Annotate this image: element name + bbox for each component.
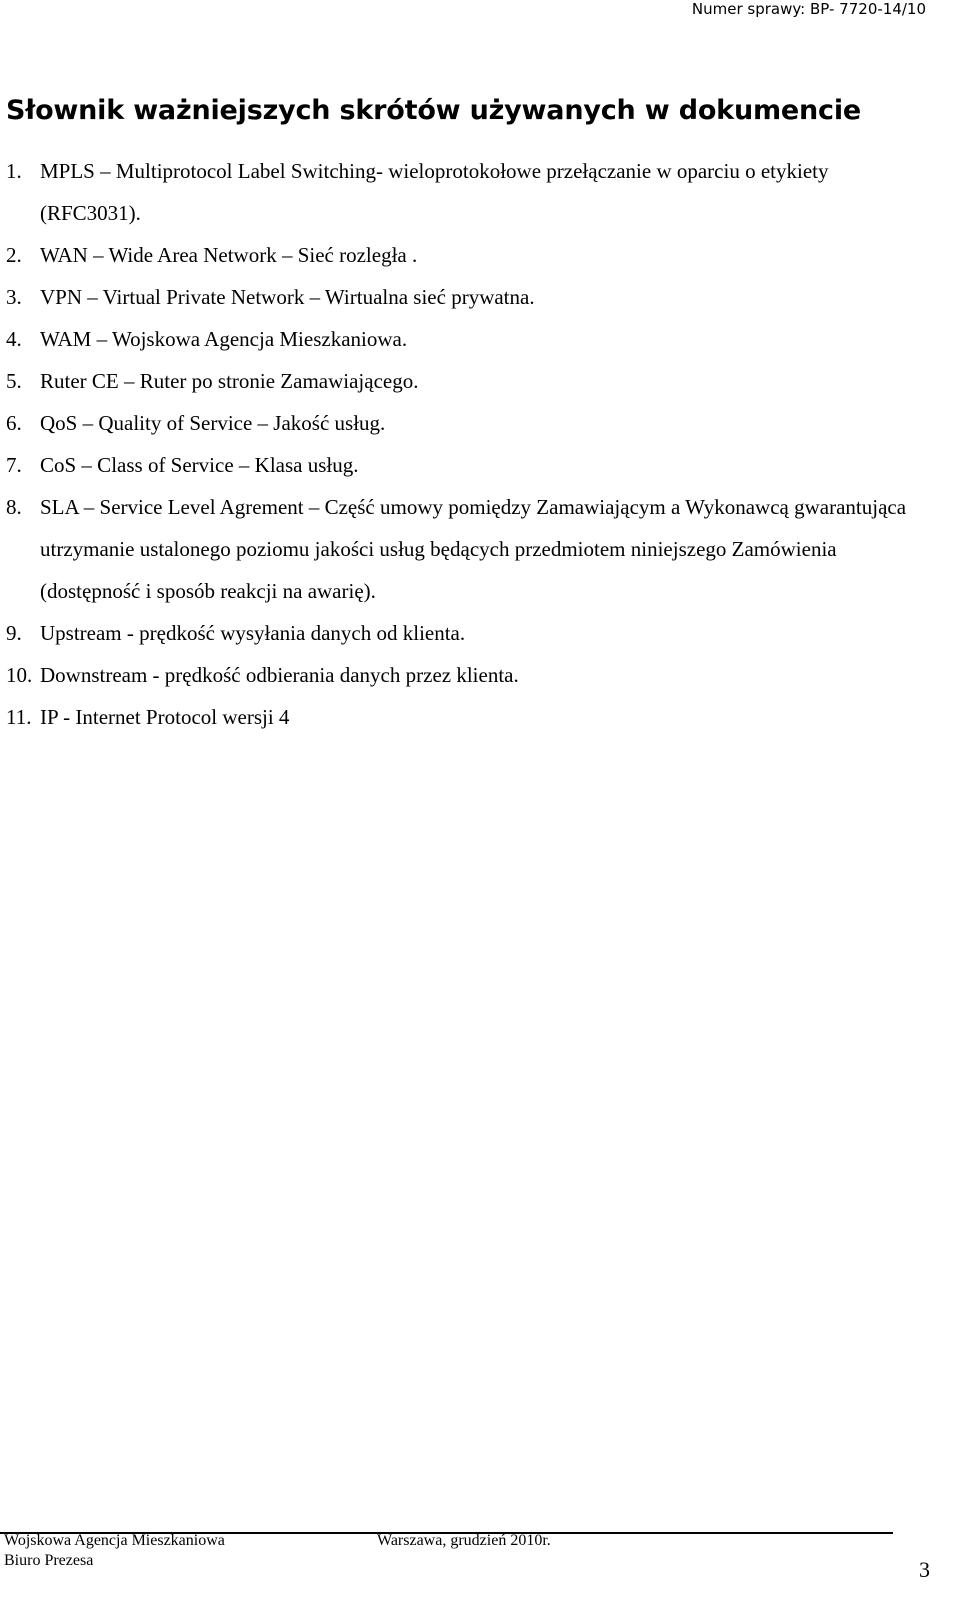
item-text: Ruter CE – Ruter po stronie Zamawiającego. bbox=[40, 369, 419, 393]
item-text: VPN – Virtual Private Network – Wirtualna sieć prywatna. bbox=[40, 285, 535, 309]
item-text: Upstream - prędkość wysyłania danych od klienta. bbox=[40, 621, 466, 645]
item-number: 2. bbox=[6, 243, 22, 267]
item-number: 10. bbox=[6, 663, 33, 687]
list-item bbox=[0, 360, 930, 402]
list-item bbox=[0, 234, 930, 276]
list-item bbox=[0, 318, 930, 360]
item-number: 11. bbox=[6, 705, 32, 729]
list-item bbox=[0, 276, 930, 318]
abbreviation-list bbox=[0, 150, 930, 738]
footer-org-unit: Biuro Prezesa bbox=[4, 1552, 94, 1569]
item-number: 8. bbox=[6, 495, 22, 519]
list-item bbox=[0, 150, 930, 234]
list-item bbox=[0, 402, 930, 444]
item-number: 9. bbox=[6, 621, 22, 645]
item-text: CoS – Class of Service – Klasa usług. bbox=[40, 453, 359, 477]
item-text: Downstream - prędkość odbierania danych przez klienta. bbox=[40, 663, 519, 687]
item-text: MPLS – Multiprotocol Label Switching- wieloprotokołowe przełączanie w oparciu o etykiety (RFC3031). bbox=[40, 159, 829, 225]
list-item bbox=[0, 696, 930, 738]
item-number: 6. bbox=[6, 411, 22, 435]
item-text: IP - Internet Protocol wersji 4 bbox=[40, 705, 290, 729]
item-text: QoS – Quality of Service – Jakość usług. bbox=[40, 411, 386, 435]
item-text: WAN – Wide Area Network – Sieć rozległa . bbox=[40, 243, 418, 267]
list-item bbox=[0, 486, 930, 612]
item-text: SLA – Service Level Agrement – Część umowy pomiędzy Zamawiającym a Wykonawcą gwarantująca utrzymanie ustalonego poziomu jakości usług będących przedmiotem niniejszego Zamówienia (dostępność i sposób reakcji na awarię). bbox=[40, 495, 907, 603]
item-number: 4. bbox=[6, 327, 22, 351]
item-number: 5. bbox=[6, 369, 22, 393]
footer-organization bbox=[4, 1531, 225, 1571]
footer-org-name: Wojskowa Agencja Mieszkaniowa bbox=[4, 1532, 225, 1549]
footer-place-date: Warszawa, grudzień 2010r. bbox=[377, 1532, 551, 1549]
item-number: 3. bbox=[6, 285, 22, 309]
page-number: 3 bbox=[919, 1557, 930, 1582]
case-number: Numer sprawy: BP- 7720-14/10 bbox=[691, 0, 926, 18]
list-item bbox=[0, 612, 930, 654]
list-item bbox=[0, 444, 930, 486]
item-text: WAM – Wojskowa Agencja Mieszkaniowa. bbox=[40, 327, 408, 351]
list-item bbox=[0, 654, 930, 696]
item-number: 1. bbox=[6, 159, 22, 183]
page-title: Słownik ważniejszych skrótów używanych w dokumencie bbox=[6, 95, 861, 126]
item-number: 7. bbox=[6, 453, 22, 477]
